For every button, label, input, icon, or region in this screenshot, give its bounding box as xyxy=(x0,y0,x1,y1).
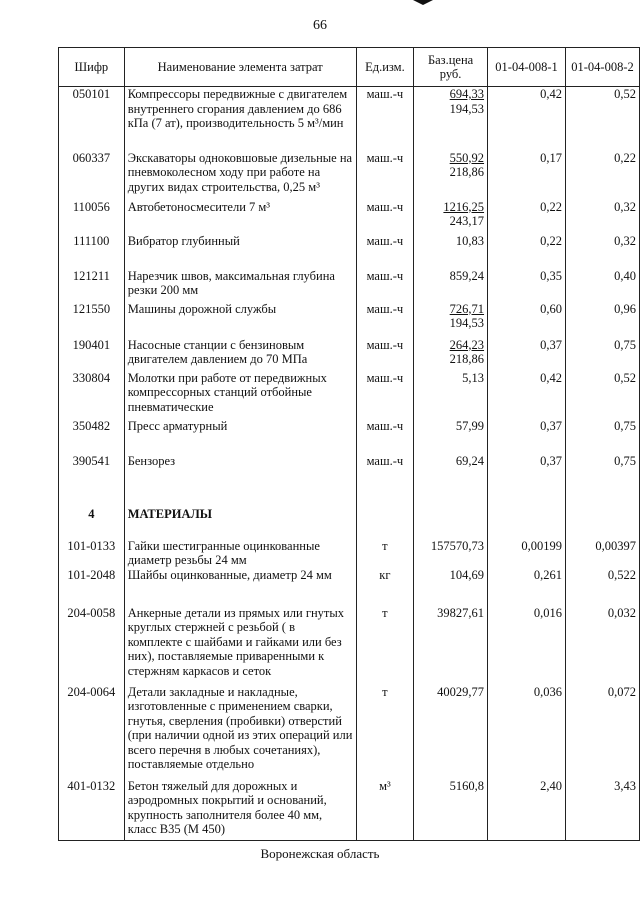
row-name: Детали закладные и накладные, изготовленные с применением сварки, гнутья, сверления (пробивки) отверстий (при наличии одной из этих операций или всего перечня в любых сочетаниях), поставляемые отдельно xyxy=(124,685,356,779)
row-value-2: 0,32 xyxy=(566,200,640,234)
row-unit: маш.-ч xyxy=(356,338,413,371)
row-value-1: 0,22 xyxy=(488,200,566,234)
price-top: 57,99 xyxy=(455,418,485,433)
table-header xyxy=(59,48,640,87)
row-price xyxy=(414,200,488,234)
price-bottom: 218,86 xyxy=(449,352,485,366)
row-unit: маш.-ч xyxy=(356,302,413,338)
row-code: 330804 xyxy=(59,371,125,419)
row-price: 157570,73 xyxy=(414,527,488,568)
row-code: 121211 xyxy=(59,269,125,302)
row-price: 5160,8 xyxy=(414,779,488,841)
row-name: Бензорез xyxy=(124,454,356,497)
row-price xyxy=(414,371,488,419)
row-value-1: 0,35 xyxy=(488,269,566,302)
row-code: 111100 xyxy=(59,234,125,269)
row-price xyxy=(414,234,488,269)
row-value-1: 0,22 xyxy=(488,234,566,269)
section-empty xyxy=(488,497,566,527)
price-top: 726,71 xyxy=(449,301,485,316)
row-price xyxy=(414,87,488,151)
price-top: 1216,25 xyxy=(443,199,485,214)
section-empty xyxy=(414,497,488,527)
row-value-2: 0,00397 xyxy=(566,527,640,568)
row-unit: т xyxy=(356,527,413,568)
row-unit: т xyxy=(356,606,413,685)
row-price xyxy=(414,269,488,302)
row-name: Пресс арматурный xyxy=(124,419,356,454)
section-code: 4 xyxy=(59,497,125,527)
row-value-2: 0,96 xyxy=(566,302,640,338)
row-value-1: 0,42 xyxy=(488,371,566,419)
price-top: 5,13 xyxy=(462,370,485,385)
price-top: 69,24 xyxy=(455,453,485,468)
cost-table xyxy=(58,47,640,841)
row-unit: маш.-ч xyxy=(356,371,413,419)
table-row xyxy=(59,234,640,269)
price-top: 264,23 xyxy=(449,337,485,352)
row-value-2: 0,22 xyxy=(566,151,640,200)
row-name: Насосные станции с бензиновым двигателем давлением до 70 МПа xyxy=(124,338,356,371)
row-code: 060337 xyxy=(59,151,125,200)
header-col2: 01-04-008-2 xyxy=(566,48,640,87)
row-value-1: 0,036 xyxy=(488,685,566,779)
price-bottom: 218,86 xyxy=(449,165,485,179)
row-value-2: 0,75 xyxy=(566,338,640,371)
row-value-1: 0,00199 xyxy=(488,527,566,568)
row-value-1: 2,40 xyxy=(488,779,566,841)
section-empty xyxy=(356,497,413,527)
table-row xyxy=(59,779,640,841)
row-unit: маш.-ч xyxy=(356,419,413,454)
table-row xyxy=(59,454,640,497)
row-price: 39827,61 xyxy=(414,606,488,685)
row-unit: маш.-ч xyxy=(356,454,413,497)
row-code: 401-0132 xyxy=(59,779,125,841)
row-value-1: 0,37 xyxy=(488,338,566,371)
header-unit: Ед.изм. xyxy=(356,48,413,87)
table-row xyxy=(59,527,640,568)
row-value-1: 0,37 xyxy=(488,454,566,497)
price-bottom: 194,53 xyxy=(449,316,485,330)
table-row xyxy=(59,371,640,419)
row-code: 390541 xyxy=(59,454,125,497)
table-row xyxy=(59,568,640,606)
table-row xyxy=(59,269,640,302)
table-row xyxy=(59,685,640,779)
row-name: Машины дорожной службы xyxy=(124,302,356,338)
header-code: Шифр xyxy=(59,48,125,87)
row-code: 101-0133 xyxy=(59,527,125,568)
row-unit: м³ xyxy=(356,779,413,841)
row-value-2: 0,522 xyxy=(566,568,640,606)
table-row xyxy=(59,87,640,151)
price-top: 550,92 xyxy=(449,150,485,165)
row-name: Молотки при работе от передвижных компрессорных станций отбойные пневматические xyxy=(124,371,356,419)
row-code: 190401 xyxy=(59,338,125,371)
row-price: 40029,77 xyxy=(414,685,488,779)
row-name: Бетон тяжелый для дорожных и аэродромных покрытий и оснований, крупность заполнителя более 40 мм, класс B35 (М 450) xyxy=(124,779,356,841)
row-unit: т xyxy=(356,685,413,779)
row-name: Экскаваторы одноковшовые дизельные на пневмоколесном ходу при работе на других видах строительства, 0,25 м³ xyxy=(124,151,356,200)
top-mark xyxy=(413,0,433,5)
row-name: Нарезчик швов, максимальная глубина резки 200 мм xyxy=(124,269,356,302)
row-unit: маш.-ч xyxy=(356,151,413,200)
row-value-1: 0,60 xyxy=(488,302,566,338)
table-row xyxy=(59,419,640,454)
price-top: 859,24 xyxy=(449,268,485,283)
row-code: 350482 xyxy=(59,419,125,454)
row-unit: маш.-ч xyxy=(356,269,413,302)
row-name: Анкерные детали из прямых или гнутых круглых стержней с резьбой ( в комплекте с шайбами и гайками или без них), поставляемые приваренными к стержням каркасов и сеток xyxy=(124,606,356,685)
row-value-2: 0,52 xyxy=(566,371,640,419)
header-price: Баз.цена руб. xyxy=(414,48,488,87)
table-row xyxy=(59,200,640,234)
row-price xyxy=(414,338,488,371)
table-row xyxy=(59,302,640,338)
row-name: Вибратор глубинный xyxy=(124,234,356,269)
price-bottom: 243,17 xyxy=(449,214,485,228)
footer-region: Воронежская область xyxy=(260,846,380,861)
row-price xyxy=(414,151,488,200)
row-price: 104,69 xyxy=(414,568,488,606)
row-value-1: 0,37 xyxy=(488,419,566,454)
price-bottom: 194,53 xyxy=(449,101,485,116)
row-value-1: 0,42 xyxy=(488,87,566,151)
row-name: Компрессоры передвижные с двигателем внутреннего сгорания давлением до 686 кПа (7 ат), производительность 5 м³/мин xyxy=(124,87,356,151)
table-row xyxy=(59,338,640,371)
row-code: 204-0064 xyxy=(59,685,125,779)
row-name: Шайбы оцинкованные, диаметр 24 мм xyxy=(124,568,356,606)
section-row xyxy=(59,497,640,527)
row-unit: кг xyxy=(356,568,413,606)
row-value-1: 0,261 xyxy=(488,568,566,606)
header-col1: 01-04-008-1 xyxy=(488,48,566,87)
section-title: МАТЕРИАЛЫ xyxy=(124,497,356,527)
row-price xyxy=(414,454,488,497)
row-code: 121550 xyxy=(59,302,125,338)
row-value-2: 0,072 xyxy=(566,685,640,779)
header-name: Наименование элемента затрат xyxy=(124,48,356,87)
row-unit: маш.-ч xyxy=(356,234,413,269)
row-unit: маш.-ч xyxy=(356,87,413,151)
row-value-2: 0,40 xyxy=(566,269,640,302)
row-name: Автобетоносмесители 7 м³ xyxy=(124,200,356,234)
row-value-1: 0,17 xyxy=(488,151,566,200)
table-row xyxy=(59,606,640,685)
row-value-2: 0,032 xyxy=(566,606,640,685)
row-value-2: 0,75 xyxy=(566,454,640,497)
row-value-2: 0,32 xyxy=(566,234,640,269)
row-code: 110056 xyxy=(59,200,125,234)
section-empty xyxy=(566,497,640,527)
price-top: 694,33 xyxy=(449,87,485,101)
row-price xyxy=(414,302,488,338)
row-value-1: 0,016 xyxy=(488,606,566,685)
row-name: Гайки шестигранные оцинкованные диаметр резьбы 24 мм xyxy=(124,527,356,568)
row-value-2: 3,43 xyxy=(566,779,640,841)
price-top: 10,83 xyxy=(455,233,485,248)
row-unit: маш.-ч xyxy=(356,200,413,234)
row-code: 050101 xyxy=(59,87,125,151)
page-number: 66 xyxy=(313,18,327,33)
table-row xyxy=(59,151,640,200)
row-code: 204-0058 xyxy=(59,606,125,685)
row-code: 101-2048 xyxy=(59,568,125,606)
row-value-2: 0,75 xyxy=(566,419,640,454)
row-price xyxy=(414,419,488,454)
row-value-2: 0,52 xyxy=(566,87,640,151)
